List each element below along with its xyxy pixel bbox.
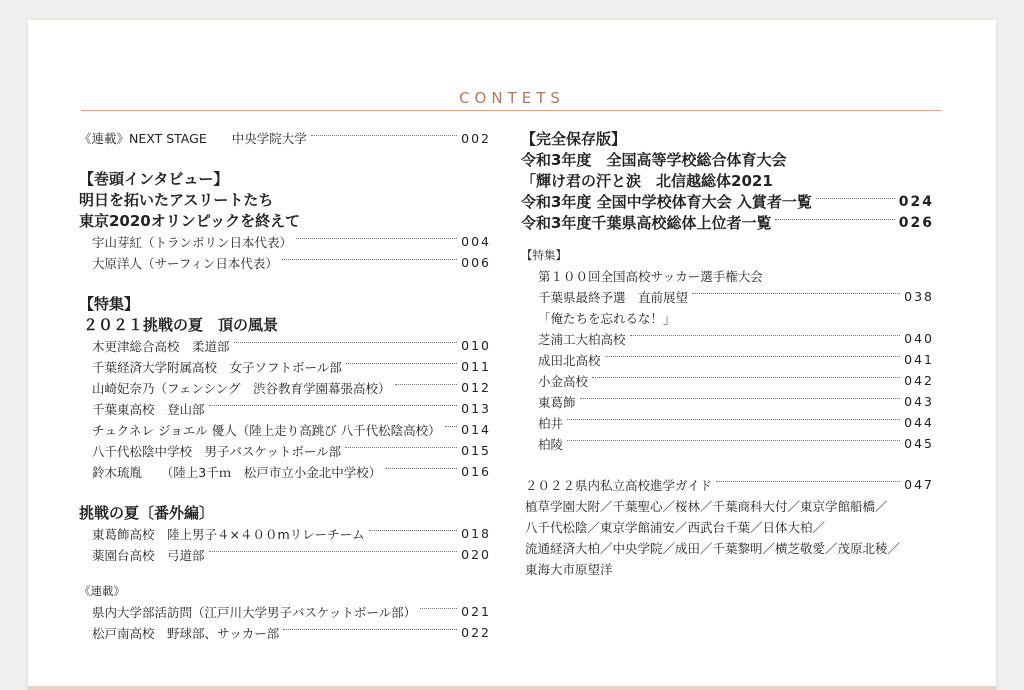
page-number: 045 xyxy=(904,436,934,451)
entry-title: 鈴木琉胤 （陸上3千ｍ 松戸市立小金北中学校） xyxy=(92,464,382,480)
dot-leader xyxy=(369,530,457,531)
page-number: 013 xyxy=(461,401,491,416)
contents-title: CONTETS xyxy=(459,89,565,107)
page-number: 041 xyxy=(904,352,934,367)
toc-entry[interactable] xyxy=(521,349,934,370)
section-title: 令和3年度 全国高等学校総合体育大会 xyxy=(521,151,787,169)
section-title: 東京2020オリンピックを終えて xyxy=(79,212,301,230)
toc-entry[interactable] xyxy=(79,377,491,398)
entry-title: チュクネレ ジョエル 優人（陸上走り高跳び 八千代松陰高校） xyxy=(92,422,441,438)
page-number: 002 xyxy=(461,130,491,146)
toc-entry[interactable] xyxy=(79,440,491,461)
section-heading: 【特集】 xyxy=(79,295,140,313)
dot-leader xyxy=(775,219,894,220)
section-heading: 【完全保存版】 xyxy=(521,130,627,148)
dot-leader xyxy=(630,335,901,336)
page-number: 040 xyxy=(904,331,934,346)
entry-title: 大原洋人（サーフィン日本代表） xyxy=(92,255,278,271)
school-list-line: 植草学園大附／千葉聖心／桜林／千葉商科大付／東京学館船橋／ xyxy=(525,498,888,514)
school-list-line: 八千代松陰／東京学館浦安／西武台千葉／日体大柏／ xyxy=(525,519,826,535)
section-title: 第１００回全国高校サッカー選手権大会 xyxy=(538,268,763,284)
bottom-band xyxy=(28,686,996,690)
toc-entry[interactable] xyxy=(521,370,934,391)
entry-title: 松戸南高校 野球部、サッカー部 xyxy=(92,625,280,641)
dot-leader xyxy=(385,468,457,469)
toc-entry[interactable] xyxy=(79,419,491,440)
toc-entry[interactable] xyxy=(79,523,491,544)
entry-title: 小金高校 xyxy=(538,373,589,389)
entry-title: 柏陵 xyxy=(538,436,564,452)
entry-title: 県内大学部活訪問（江戸川大学男子バスケットボール部） xyxy=(92,604,417,620)
page-number: 043 xyxy=(904,394,934,409)
toc-entry[interactable] xyxy=(521,433,934,454)
toc-entry[interactable] xyxy=(79,544,491,565)
entry-title: 木更津総合高校 柔道部 xyxy=(92,338,230,354)
page-number: 015 xyxy=(461,443,491,458)
dot-leader xyxy=(283,629,457,630)
dot-leader xyxy=(346,363,457,364)
dot-leader xyxy=(580,398,901,399)
entry-title: 令和3年度 全国中学校体育大会 入賞者一覧 xyxy=(521,193,812,211)
school-list-line: 東海大市原望洋 xyxy=(525,561,613,577)
page-number: 042 xyxy=(904,373,934,388)
toc-entry[interactable] xyxy=(521,191,934,212)
dot-leader xyxy=(395,384,458,385)
toc-entry[interactable] xyxy=(79,461,491,482)
page-number: 020 xyxy=(461,547,491,562)
page-number: 026 xyxy=(898,214,934,231)
dot-leader xyxy=(345,447,457,448)
right-column xyxy=(521,128,934,579)
dot-leader xyxy=(592,377,900,378)
section-heading: 【巻頭インタビュー】 xyxy=(79,170,229,188)
entry-title: 《連載》NEXT STAGE 中央学院大学 xyxy=(79,131,307,146)
page-number: 012 xyxy=(461,380,491,395)
page-number: 038 xyxy=(904,289,934,304)
entry-title: ２０２２県内私立高校進学ガイド xyxy=(525,477,713,493)
page-number: 024 xyxy=(898,193,934,210)
dot-leader xyxy=(209,405,458,406)
dot-leader xyxy=(282,259,457,260)
dot-leader xyxy=(420,608,457,609)
section-heading: 【特集】 xyxy=(521,248,567,262)
section-title: 「俺たちを忘れるな！」 xyxy=(538,310,676,326)
page-number: 010 xyxy=(461,338,491,353)
toc-entry[interactable] xyxy=(79,622,491,643)
entry-title: 薬園台高校 弓道部 xyxy=(92,547,205,563)
section-heading: 挑戦の夏〔番外編〕 xyxy=(79,504,215,522)
toc-entry[interactable] xyxy=(79,335,491,356)
dot-leader xyxy=(605,356,901,357)
dot-leader xyxy=(311,135,457,136)
page-number: 018 xyxy=(461,526,491,541)
page-number: 044 xyxy=(904,415,934,430)
toc-entry[interactable] xyxy=(521,391,934,412)
section-title: ２０２１挑戦の夏 頂の風景 xyxy=(83,316,279,334)
entry-title: 柏井 xyxy=(538,415,564,431)
dot-leader xyxy=(445,426,457,427)
toc-entry[interactable] xyxy=(79,601,491,622)
toc-entry[interactable] xyxy=(79,356,491,377)
section-title: 「輝け君の汗と涙 北信越総体2021 xyxy=(521,172,773,190)
title-rule xyxy=(81,110,942,111)
dot-leader xyxy=(567,419,900,420)
school-list-line: 流通経済大柏／中央学院／成田／千葉黎明／横芝敬愛／茂原北稜／ xyxy=(525,540,901,556)
entry-title: 宇山芽紅（トランポリン日本代表） xyxy=(92,234,293,250)
dot-leader xyxy=(296,238,457,239)
section-heading: 《連載》 xyxy=(79,584,125,598)
entry-title: 千葉経済大学附属高校 女子ソフトボール部 xyxy=(92,359,342,375)
entry-title: 千葉東高校 登山部 xyxy=(92,401,205,417)
entry-title: 山崎妃奈乃（フェンシング 渋谷教育学園幕張高校） xyxy=(92,380,391,396)
page-number: 004 xyxy=(461,234,491,249)
dot-leader xyxy=(692,293,900,294)
dot-leader xyxy=(209,551,458,552)
toc-entry[interactable] xyxy=(79,231,491,252)
page-number: 047 xyxy=(904,477,934,492)
dot-leader xyxy=(716,481,900,482)
entry-title: 成田北高校 xyxy=(538,352,601,368)
entry-title: 八千代松陰中学校 男子バスケットボール部 xyxy=(92,443,342,459)
toc-entry[interactable] xyxy=(521,412,934,433)
toc-entry[interactable] xyxy=(79,128,491,148)
page-number: 016 xyxy=(461,464,491,479)
toc-entry[interactable] xyxy=(521,212,934,233)
entry-title: 令和3年度千葉県高校総体上位者一覧 xyxy=(521,214,772,232)
page-number: 014 xyxy=(461,422,491,437)
dot-leader xyxy=(567,440,900,441)
page-number: 006 xyxy=(461,255,491,270)
section-title: 明日を拓いたアスリートたち xyxy=(79,191,274,209)
entry-title: 東葛飾 xyxy=(538,394,576,410)
left-column xyxy=(79,128,491,643)
toc-entry[interactable] xyxy=(79,398,491,419)
toc-entry[interactable] xyxy=(79,252,491,273)
dot-leader xyxy=(816,198,895,199)
entry-title: 東葛飾高校 陸上男子４×４００mリレーチーム xyxy=(92,526,365,542)
page-number: 022 xyxy=(461,625,491,640)
page-number: 021 xyxy=(461,604,491,619)
page-number: 011 xyxy=(461,359,491,374)
toc-entry[interactable] xyxy=(521,474,934,495)
entry-title: 千葉県最終予選 直前展望 xyxy=(538,289,689,305)
dot-leader xyxy=(234,342,458,343)
entry-title: 芝浦工大柏高校 xyxy=(538,331,626,347)
toc-entry[interactable] xyxy=(521,286,934,307)
toc-entry[interactable] xyxy=(521,328,934,349)
